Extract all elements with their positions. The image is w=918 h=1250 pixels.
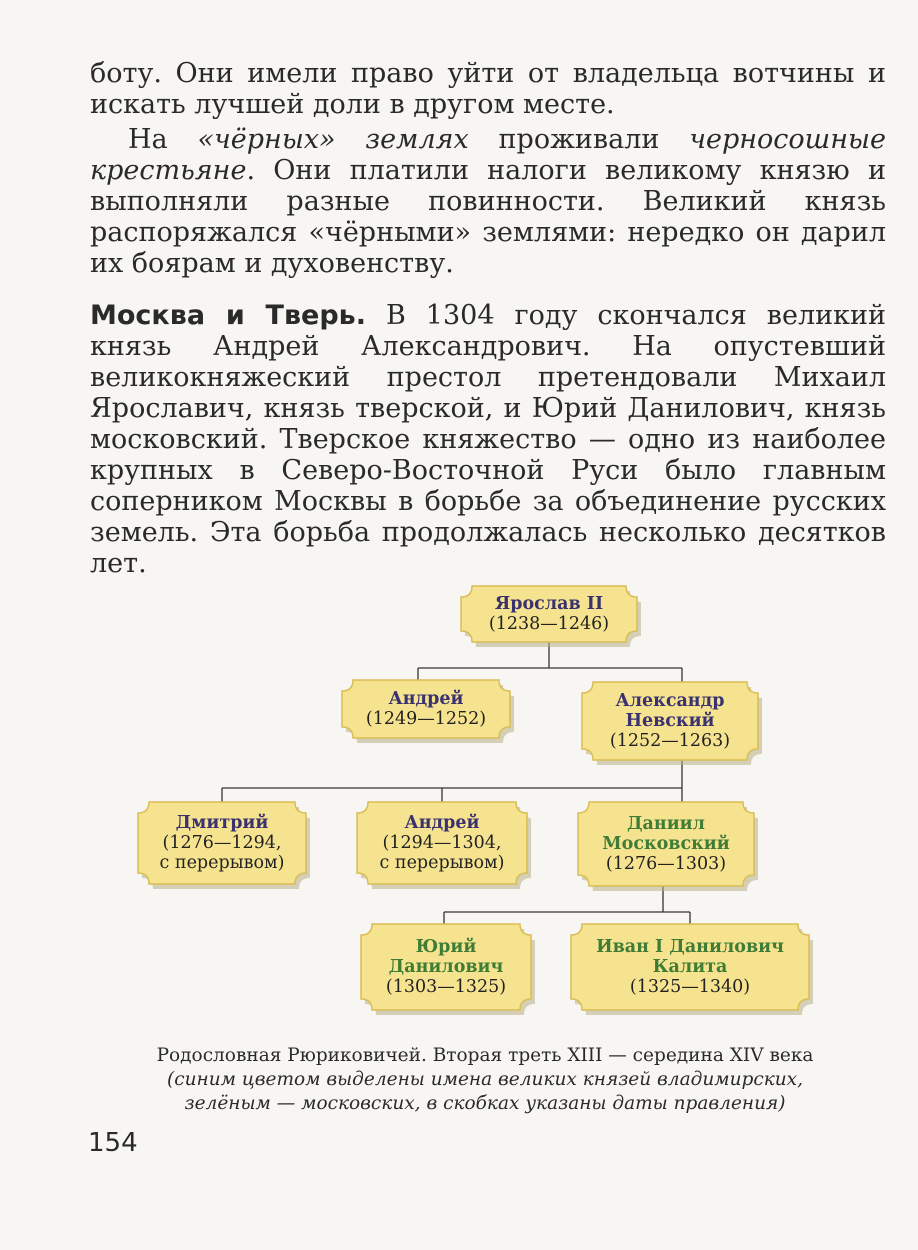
node-name: Александр [615, 691, 725, 711]
genealogy-node-yaroslav [461, 586, 641, 647]
genealogy-node-daniil [578, 802, 758, 891]
section-heading: Москва и Тверь. [90, 300, 367, 331]
caption-note: зелёным — московских, в скобках указаны даты правления) [184, 1093, 786, 1114]
node-dates: (1249—1252) [365, 709, 487, 729]
text-run: На [128, 124, 198, 155]
node-name: Калита [652, 957, 728, 977]
node-name: Даниил [626, 814, 706, 834]
node-name: Данилович [388, 957, 504, 977]
node-dates: (1303—1325) [385, 977, 507, 997]
genealogy-node-aleksandr [582, 682, 762, 765]
node-name: Андрей [388, 689, 464, 709]
genealogy-node-andrey2 [357, 802, 531, 889]
genealogy-node-dmitriy [138, 802, 310, 889]
paragraph-black-lands [90, 124, 886, 279]
page-number: 154 [88, 1128, 138, 1158]
node-name: Юрий [415, 937, 477, 957]
node-name: Невский [625, 711, 715, 731]
figure-caption [60, 1044, 910, 1116]
caption-note: (синим цветом выделены имена великих князей владимирских, [167, 1069, 803, 1090]
node-name: Андрей [404, 813, 480, 833]
node-dates: с перерывом) [159, 853, 285, 873]
genealogy-node-yuriy [361, 924, 535, 1015]
term-peasants: черносошные крестьяне [90, 124, 886, 186]
node-dates: (1252—1263) [609, 731, 731, 751]
caption-title: Родословная Рюриковичей. Вторая треть XIII — середина XIV века [156, 1045, 814, 1066]
section-moscow-tver [90, 300, 886, 579]
node-dates: (1294—1304, [382, 833, 502, 853]
section-body: В 1304 году скончался великий князь Андрей Александрович. На опустевший великокняжеский престол претендовали Михаил Ярославич, князь тверской, и Юрий Данилович, князь московский. Тверское княжество — одно из наиболее крупных в Северо-Восточной Руси было главным соперником Москвы в борьбе за объединение русских земель. Эта борьба продолжалась несколько десятков лет. [90, 300, 886, 579]
node-name: Московский [602, 834, 730, 854]
node-dates: (1325—1340) [629, 977, 751, 997]
node-name: Иван I Данилович [596, 937, 784, 957]
text-run: проживали [468, 124, 690, 155]
genealogy-node-andrey1 [342, 680, 514, 743]
genealogy-diagram [0, 570, 918, 1040]
genealogy-node-ivan [571, 924, 813, 1015]
paragraph-continuation [90, 58, 886, 120]
node-dates: с перерывом) [379, 853, 505, 873]
node-dates: (1276—1303) [605, 854, 727, 874]
node-name: Ярослав II [494, 594, 604, 614]
node-name: Дмитрий [175, 813, 269, 833]
term-black-lands: «чёрных» землях [197, 124, 469, 155]
node-dates: (1238—1246) [488, 614, 610, 634]
paragraph-text: боту. Они имели право уйти от владельца вотчины и искать лучшей доли в другом месте. [90, 58, 886, 120]
node-dates: (1276—1294, [162, 833, 282, 853]
text-run: . Они платили налоги великому князю и выполняли разные повинности. Великий князь распоряжался «чёрными» землями: нередко он дарил их боярам и духовенству. [90, 155, 886, 279]
